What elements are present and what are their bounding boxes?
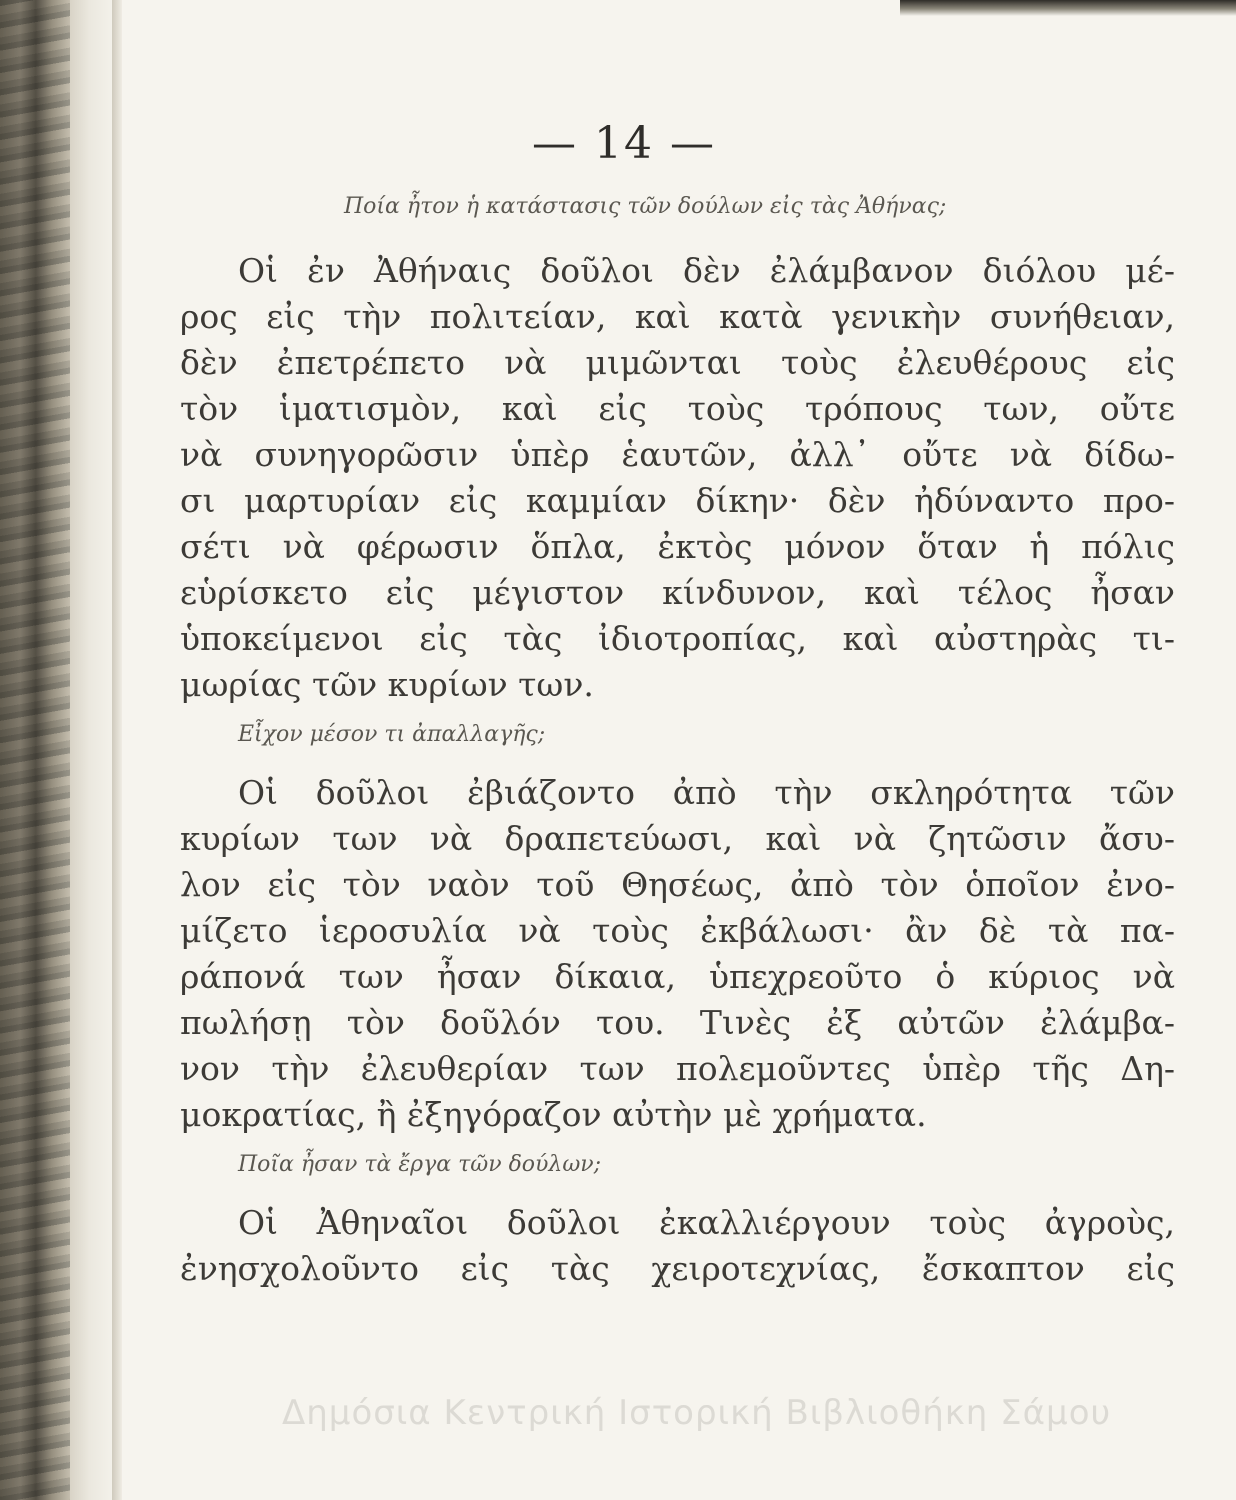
question-heading: Ποῖα ἦσαν τὰ ἔργα τῶν δούλων; (238, 1152, 602, 1177)
paragraph-line: νὰ συνηγορῶσιν ὑπὲρ ἑαυτῶν, ἀλλ᾽ οὔτε νὰ δίδω- (180, 435, 1175, 474)
paragraph-line: σέτι νὰ φέρωσιν ὅπλα, ἐκτὸς μόνον ὅταν ἡ πόλις (180, 527, 1175, 566)
paragraph-line: δὲν ἐπετρέπετο νὰ μιμῶνται τοὺς ἐλευθέρους εἰς (180, 343, 1175, 382)
paragraph-line: ἐνησχολοῦντο εἰς τὰς χειροτεχνίας, ἔσκαπτον εἰς (180, 1249, 1175, 1288)
paragraph-line: μωρίας τῶν κυρίων των. (180, 665, 594, 704)
page-number: — 14 — (532, 118, 716, 169)
book-binding (0, 0, 112, 1500)
paragraph-line: τὸν ἱματισμὸν, καὶ εἰς τοὺς τρόπους των, οὔτε (180, 389, 1175, 428)
paragraph-line: σι μαρτυρίαν εἰς καμμίαν δίκην· δὲν ἠδύναντο προ- (180, 481, 1175, 520)
paragraph-line: Οἱ Ἀθηναῖοι δοῦλοι ἐκαλλιέργουν τοὺς ἀγροὺς, (238, 1203, 1175, 1242)
paragraph-line: μοκρατίας, ἢ ἐξηγόραζον αὐτὴν μὲ χρήματα. (180, 1095, 927, 1134)
page-edge (112, 0, 122, 1500)
paragraph-line: ὑποκείμενοι εἰς τὰς ἰδιοτροπίας, καὶ αὐστηρὰς τι- (180, 619, 1175, 658)
scan-shadow (900, 0, 1236, 16)
paragraph-line: κυρίων των νὰ δραπετεύωσι, καὶ νὰ ζητῶσιν ἄσυ- (180, 819, 1175, 858)
paragraph-line: ρος εἰς τὴν πολιτείαν, καὶ κατὰ γενικὴν συνήθειαν, (180, 297, 1175, 336)
paragraph-line: λον εἰς τὸν ναὸν τοῦ Θησέως, ἀπὸ τὸν ὁποῖον ἐνο- (180, 865, 1175, 904)
paragraph-line: Οἱ ἐν Ἀθήναις δοῦλοι δὲν ἐλάμβανον διόλου μέ- (238, 251, 1175, 290)
paragraph-line: πωλήσῃ τὸν δοῦλόν του. Τινὲς ἐξ αὐτῶν ἐλάμβα- (180, 1003, 1175, 1042)
library-watermark: Δημόσια Κεντρική Ιστορική Βιβλιοθήκη Σάμου (282, 1393, 1112, 1433)
question-heading: Ποία ἦτον ἡ κατάστασις τῶν δούλων εἰς τὰς Ἀθήνας; (344, 194, 947, 219)
paragraph-line: μίζετο ἱεροσυλία νὰ τοὺς ἐκβάλωσι· ἂν δὲ τὰ πα- (180, 911, 1175, 950)
paragraph-line: Οἱ δοῦλοι ἐβιάζοντο ἀπὸ τὴν σκληρότητα τῶν (238, 773, 1175, 812)
paragraph-line: εὑρίσκετο εἰς μέγιστον κίνδυνον, καὶ τέλος ἦσαν (180, 573, 1175, 612)
paragraph-line: ράπονά των ἦσαν δίκαια, ὑπεχρεοῦτο ὁ κύριος νὰ (180, 957, 1175, 996)
paragraph-line: νον τὴν ἐλευθερίαν των πολεμοῦντες ὑπὲρ τῆς Δη- (180, 1049, 1175, 1088)
question-heading: Εἶχον μέσον τι ἀπαλλαγῆς; (238, 722, 546, 747)
